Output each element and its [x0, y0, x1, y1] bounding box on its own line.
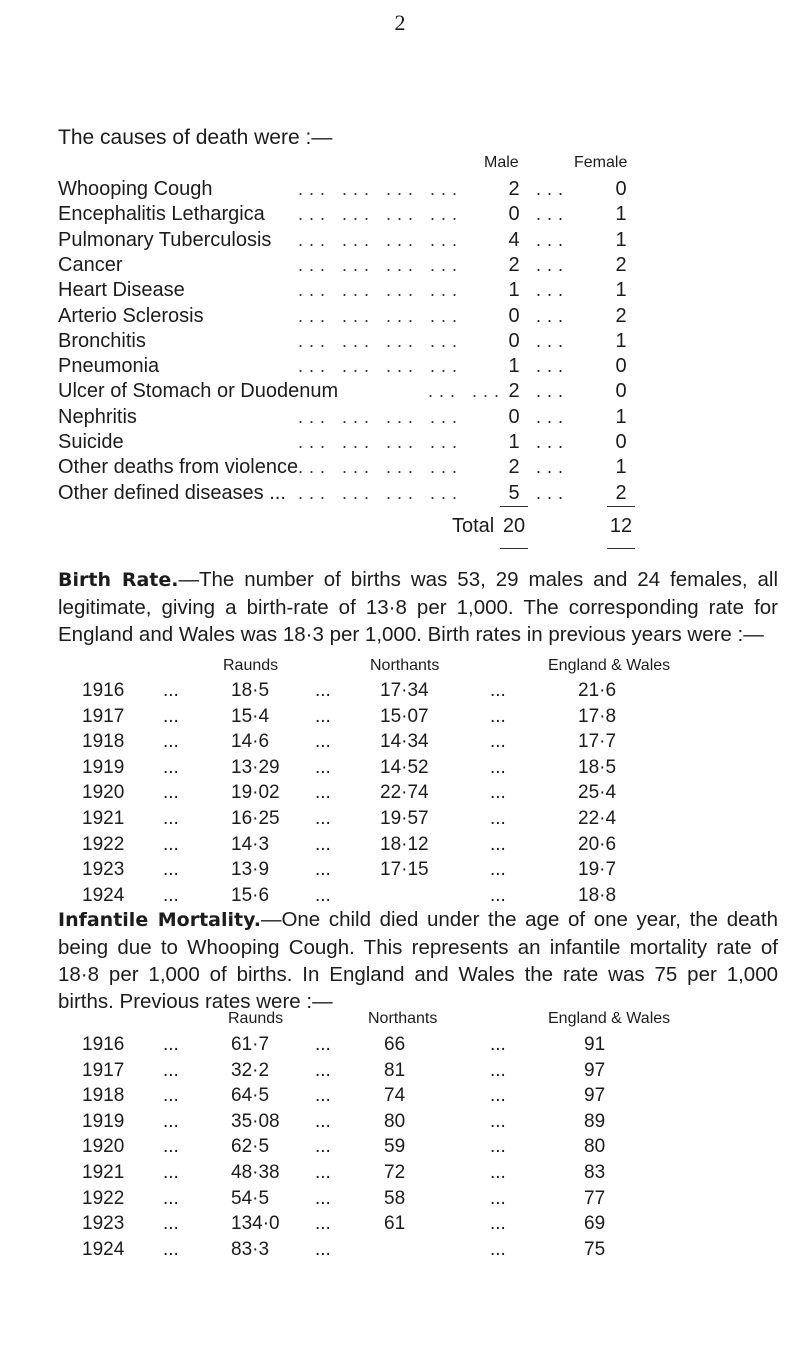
england-cell: 69 [584, 1213, 606, 1235]
leader-dots: ... [536, 229, 570, 250]
northants-cell: 17·34 [380, 680, 429, 701]
female-count: 0 [615, 355, 627, 378]
leader-dots: ... [163, 680, 179, 701]
raunds-cell: 14·6 [231, 731, 270, 753]
leader-dots: ... [490, 1085, 506, 1107]
raunds-cell: 61·7 [231, 1034, 270, 1055]
female-count: 1 [615, 228, 627, 251]
year-row [0, 859, 800, 884]
leader-dots: ... [163, 1213, 179, 1235]
raunds-cell: 64·5 [231, 1085, 270, 1107]
northants-cell: 14·34 [380, 731, 429, 753]
northants-cell: 66 [384, 1034, 406, 1055]
total-rule-bottom-female [607, 548, 635, 549]
leader-dots: ... [315, 1213, 331, 1235]
england-cell: 20·6 [578, 833, 617, 855]
northants-cell: 22·74 [380, 782, 429, 804]
female-count: 2 [615, 304, 627, 327]
raunds-cell: 13·29 [231, 756, 280, 778]
leader-dots: ... ... ... ... [298, 229, 464, 250]
male-count: 4 [508, 228, 520, 251]
england-cell: 97 [584, 1085, 606, 1107]
year-cell: 1920 [82, 782, 125, 804]
raunds-cell: 15·6 [231, 884, 270, 906]
year-cell: 1918 [82, 1085, 125, 1107]
male-count: 2 [508, 178, 520, 200]
leader-dots: ... [536, 204, 570, 225]
male-count: 2 [508, 456, 520, 479]
leader-dots: ... [163, 1110, 179, 1132]
female-count: 1 [615, 329, 627, 352]
leader-dots: ... [536, 381, 570, 402]
leader-dots: ... [315, 1085, 331, 1107]
leader-dots: ... [163, 833, 179, 855]
cause-label: Whooping Cough [58, 178, 213, 200]
leader-dots: ... [163, 1059, 179, 1081]
leader-dots: ... [490, 859, 506, 881]
male-count: 0 [508, 203, 520, 226]
birth-col-raunds: Raunds [223, 657, 279, 674]
year-cell: 1919 [82, 756, 125, 778]
leader-dots: ... [490, 1238, 506, 1260]
total-male: 20 [502, 515, 526, 537]
cause-label: Pneumonia [58, 355, 160, 378]
year-row [0, 1188, 800, 1213]
year-row [0, 680, 800, 705]
leader-dots: ... [163, 1238, 179, 1260]
northants-cell: 74 [384, 1085, 406, 1107]
raunds-cell: 32·2 [231, 1059, 270, 1081]
infant-mortality-text: —One child died under the age of one year, the death being due to Whooping Cough. This represents an infantile mortality rate of 18·8 per 1,000 of births. In England and Wales the rate was 75 per 1,000 births. Previous rates were :— [58, 908, 778, 1013]
year-cell: 1917 [82, 705, 125, 727]
leader-dots: ... [490, 1110, 506, 1132]
infant-col-northants: Northants [368, 1010, 438, 1027]
cause-row [58, 229, 778, 255]
leader-dots: ... [490, 1034, 506, 1055]
year-cell: 1924 [82, 884, 125, 906]
infant-col-england: England & Wales [548, 1010, 671, 1027]
female-count: 1 [615, 203, 627, 226]
leader-dots: ... ... ... ... [298, 406, 464, 427]
total-rule-top-female [607, 506, 635, 507]
leader-dots: ... [315, 1238, 331, 1260]
leader-dots: ... [315, 782, 331, 804]
leader-dots: ... [536, 280, 570, 301]
leader-dots: ... [315, 1136, 331, 1158]
total-female: 12 [609, 515, 633, 537]
leader-dots: ... [315, 731, 331, 753]
female-count: 0 [615, 380, 627, 403]
year-row [0, 1060, 800, 1085]
northants-cell: 72 [384, 1162, 406, 1183]
causes-intro: The causes of death were :— [58, 126, 333, 149]
england-cell: 18·8 [578, 884, 617, 906]
raunds-cell: 19·02 [231, 782, 280, 804]
leader-dots: ... [490, 1059, 506, 1081]
cause-label: Ulcer of Stomach or Duodenum [58, 380, 339, 403]
infant-mortality-paragraph [58, 906, 778, 1015]
leader-dots: ... [315, 884, 331, 906]
leader-dots: ... ... ... ... [298, 330, 464, 351]
year-row [0, 1213, 800, 1238]
cause-row [58, 406, 778, 432]
leader-dots: ... [490, 1213, 506, 1235]
leader-dots: ... [536, 457, 570, 478]
leader-dots: ... [536, 179, 570, 199]
leader-dots: ... [536, 305, 570, 326]
cause-label: Pulmonary Tuberculosis [58, 228, 272, 251]
england-cell: 22·4 [578, 808, 617, 829]
leader-dots: ... [163, 1187, 179, 1209]
year-cell: 1918 [82, 731, 125, 753]
raunds-cell: 15·4 [231, 705, 270, 727]
raunds-cell: 13·9 [231, 859, 270, 881]
birth-rate-paragraph [58, 566, 778, 648]
year-row [0, 757, 800, 782]
leader-dots: ... [490, 680, 506, 701]
cause-row [58, 178, 778, 204]
leader-dots: ... [163, 705, 179, 727]
leader-dots: ... [315, 1034, 331, 1055]
year-cell: 1921 [82, 808, 125, 829]
northants-cell: 17·15 [380, 859, 429, 881]
leader-dots: ... [315, 833, 331, 855]
england-cell: 89 [584, 1110, 606, 1132]
leader-dots: ... [315, 1059, 331, 1081]
england-cell: 80 [584, 1136, 606, 1158]
male-count: 1 [508, 431, 520, 453]
cause-label: Cancer [58, 253, 123, 276]
england-cell: 83 [584, 1162, 606, 1183]
birth-rate-text: —The number of births was 53, 29 males and 24 females, all legitimate, giving a birth-rate of 13·8 per 1,000. The corresponding rate for England and Wales was 18·3 per 1,000. Birth rates in previous years were :— [58, 568, 779, 646]
england-cell: 97 [584, 1059, 606, 1081]
cause-row [58, 254, 778, 280]
leader-dots: ... [163, 1162, 179, 1183]
leader-dots: ... [536, 254, 570, 275]
cause-label: Other defined diseases ... [58, 481, 286, 504]
raunds-cell: 134·0 [231, 1213, 280, 1235]
northants-cell: 18·12 [380, 833, 429, 855]
england-cell: 25·4 [578, 782, 617, 804]
leader-dots: ... ... ... ... [298, 254, 464, 275]
infant-col-raunds: Raunds [228, 1010, 284, 1027]
leader-dots: ... [163, 859, 179, 881]
leader-dots: ... [163, 756, 179, 778]
leader-dots: ... [490, 705, 506, 727]
england-cell: 19·7 [578, 859, 617, 881]
female-count: 1 [615, 456, 627, 479]
leader-dots: ... [315, 808, 331, 829]
cause-row [58, 456, 778, 482]
infant-mortality-heading: Infantile Mortality. [58, 909, 261, 931]
cause-row [58, 279, 778, 305]
leader-dots: ... [490, 1187, 506, 1209]
year-row [0, 1111, 800, 1136]
female-count: 0 [615, 178, 627, 200]
leader-dots: ... [315, 680, 331, 701]
leader-dots: ... [536, 406, 570, 427]
year-row [0, 808, 800, 833]
female-count: 1 [615, 405, 627, 428]
leader-dots: ... [315, 1110, 331, 1132]
cause-label: Encephalitis Lethargica [58, 203, 265, 226]
leader-dots: ... [163, 884, 179, 906]
female-count: 0 [615, 431, 627, 453]
leader-dots: ... [163, 731, 179, 753]
male-count: 0 [508, 329, 520, 352]
northants-cell: 15·07 [380, 705, 429, 727]
cause-label: Heart Disease [58, 279, 185, 302]
year-cell: 1924 [82, 1238, 125, 1260]
leader-dots: ... [490, 884, 506, 906]
male-count: 1 [508, 355, 520, 378]
england-cell: 17·7 [578, 731, 617, 753]
england-cell: 75 [584, 1238, 606, 1260]
year-cell: 1923 [82, 1213, 125, 1235]
raunds-cell: 54·5 [231, 1187, 270, 1209]
leader-dots: ... [163, 782, 179, 804]
northants-cell: 59 [384, 1136, 406, 1158]
leader-dots: ... [163, 1136, 179, 1158]
leader-dots: ... ... [428, 381, 506, 402]
birth-rate-heading: Birth Rate. [58, 569, 179, 591]
year-row [0, 834, 800, 859]
leader-dots: ... [490, 1136, 506, 1158]
leader-dots: ... [490, 782, 506, 804]
year-cell: 1922 [82, 833, 125, 855]
year-row [0, 1085, 800, 1110]
leader-dots: ... ... ... ... [298, 280, 464, 301]
year-row [0, 706, 800, 731]
england-cell: 17·8 [578, 705, 617, 727]
leader-dots: ... [490, 1162, 506, 1183]
leader-dots: ... [315, 859, 331, 881]
page-number: 2 [394, 10, 406, 35]
raunds-cell: 18·5 [231, 680, 270, 701]
year-row [0, 782, 800, 807]
northants-cell: 19·57 [380, 808, 429, 829]
cause-label: Suicide [58, 431, 124, 453]
raunds-cell: 35·08 [231, 1110, 280, 1132]
leader-dots: ... [163, 1085, 179, 1107]
female-count: 2 [615, 481, 627, 504]
leader-dots: ... ... ... ... [298, 457, 464, 478]
year-cell: 1916 [82, 680, 125, 701]
year-cell: 1921 [82, 1162, 125, 1183]
northants-cell: 80 [384, 1110, 406, 1132]
cause-row [58, 355, 778, 381]
year-row [0, 1162, 800, 1187]
leader-dots: ... [315, 1162, 331, 1183]
leader-dots: ... [163, 1034, 179, 1055]
raunds-cell: 14·3 [231, 833, 270, 855]
birth-col-england: England & Wales [548, 657, 671, 674]
leader-dots: ... [163, 808, 179, 829]
male-count: 5 [508, 481, 520, 504]
year-cell: 1920 [82, 1136, 125, 1158]
cause-row [58, 330, 778, 356]
year-cell: 1923 [82, 859, 125, 881]
year-row [0, 1136, 800, 1161]
year-cell: 1916 [82, 1034, 125, 1055]
female-count: 2 [615, 253, 627, 276]
northants-cell: 81 [384, 1059, 406, 1081]
raunds-cell: 62·5 [231, 1136, 270, 1158]
leader-dots: ... [490, 833, 506, 855]
leader-dots: ... [490, 756, 506, 778]
leader-dots: ... [536, 330, 570, 351]
cause-label: Arterio Sclerosis [58, 304, 204, 327]
northants-cell: 14·52 [380, 756, 429, 778]
male-count: 2 [508, 380, 520, 403]
year-cell: 1922 [82, 1187, 125, 1209]
year-row [0, 1034, 800, 1059]
total-label: Total [452, 515, 495, 537]
leader-dots: ... ... ... ... [298, 305, 464, 326]
northants-cell: 58 [384, 1187, 406, 1209]
total-rule-bottom-male [500, 548, 528, 549]
leader-dots: ... [315, 705, 331, 727]
year-row [0, 731, 800, 756]
male-count: 2 [508, 253, 520, 276]
birth-col-northants: Northants [370, 657, 440, 674]
year-cell: 1917 [82, 1059, 125, 1081]
cause-label: Other deaths from violence [58, 456, 299, 479]
cause-row [58, 380, 778, 406]
female-column-header: Female [574, 154, 628, 171]
leader-dots: ... ... ... ... [298, 179, 464, 199]
leader-dots: ... ... ... ... [298, 482, 464, 503]
leader-dots: ... [536, 482, 570, 503]
female-count: 1 [615, 279, 627, 302]
cause-label: Nephritis [58, 405, 137, 428]
england-cell: 77 [584, 1187, 606, 1209]
male-count: 0 [508, 304, 520, 327]
leader-dots: ... [315, 1187, 331, 1209]
england-cell: 91 [584, 1034, 606, 1055]
leader-dots: ... [490, 731, 506, 753]
raunds-cell: 83·3 [231, 1238, 270, 1260]
leader-dots: ... ... ... ... [298, 204, 464, 225]
england-cell: 18·5 [578, 756, 617, 778]
year-row [0, 1239, 800, 1264]
raunds-cell: 16·25 [231, 808, 280, 829]
male-count: 0 [508, 405, 520, 428]
male-count: 1 [508, 279, 520, 302]
cause-label: Bronchitis [58, 329, 146, 352]
male-column-header: Male [484, 154, 519, 171]
cause-row [58, 482, 778, 508]
cause-row [58, 203, 778, 229]
cause-row [58, 305, 778, 331]
cause-row [58, 431, 778, 457]
northants-cell: 61 [384, 1213, 406, 1235]
leader-dots: ... [536, 432, 570, 452]
year-cell: 1919 [82, 1110, 125, 1132]
england-cell: 21·6 [578, 680, 617, 701]
leader-dots: ... ... ... ... [298, 432, 464, 452]
leader-dots: ... [315, 756, 331, 778]
raunds-cell: 48·38 [231, 1162, 280, 1183]
total-rule-top-male [500, 506, 528, 507]
leader-dots: ... ... ... ... [298, 356, 464, 377]
leader-dots: ... [536, 356, 570, 377]
leader-dots: ... [490, 808, 506, 829]
